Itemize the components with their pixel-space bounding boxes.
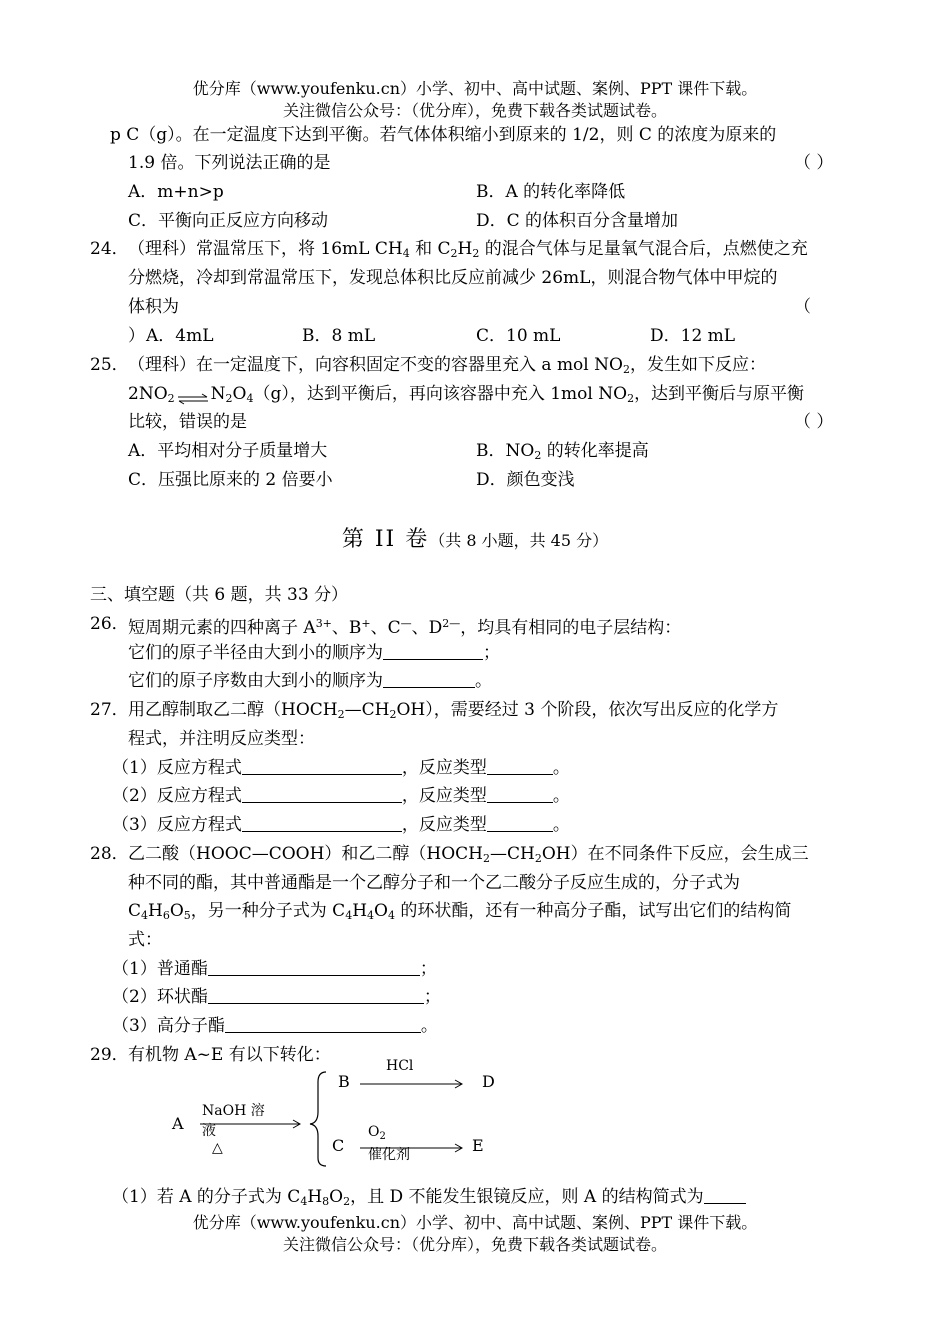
footer-line-1: 优分库（www.youfenku.cn）小学、初中、高中试题、案例、PPT 课件下载。 [192, 1213, 758, 1232]
q24-option-a: A．4mL [146, 326, 214, 346]
q27-number: 27． [90, 700, 129, 720]
q24-line-1: （理科）常温常压下，将 16mL $CH_4$ 和 $C_2H_2$ 的混合气体与足量氧气混合后，点燃使之充 [128, 239, 808, 260]
compound-a: A [172, 1114, 184, 1133]
hcl-label: HCl [386, 1058, 414, 1074]
section-3-heading: 三、填空题（共 6 题，共 33 分） [90, 585, 349, 605]
naoh-label: NaOH 溶 [202, 1103, 265, 1119]
q24-line-2: 分燃烧，冷却到常温常压下，发现总体积比反应前减少 26mL，则混合物气体中甲烷的 [128, 268, 778, 288]
q25-equation-line: $2NO_2$ $N_2O_4(g)$，达到平衡后，再向该容器中充入 1mol $NO_2$，达到平衡后与原平衡 [128, 384, 805, 405]
answer-blank[interactable] [487, 802, 553, 803]
compound-d: D [482, 1072, 495, 1091]
answer-blank[interactable] [242, 831, 402, 832]
answer-blank[interactable] [704, 1203, 746, 1204]
answer-blank[interactable] [487, 774, 553, 775]
q26-line-2: 它们的原子半径由大到小的顺序为 ； [128, 643, 500, 663]
q26-number: 26． [90, 614, 129, 634]
q27-item-3: （3）反应方程式 ，反应类型 。 [112, 815, 570, 835]
q28-line-3: $C_4H_6O_5$，另一种分子式为 $C_4H_4O_4$ 的环状酯，还有一种高分子酯，试写出它们的结构简 [128, 901, 792, 922]
q25-option-d: D．颜色变浅 [476, 470, 575, 490]
compound-e: E [472, 1136, 484, 1155]
q23-line-2: 1.9 倍。下列说法正确的是 [128, 153, 331, 173]
q23-option-c: C．平衡向正反应方向移动 [128, 211, 329, 231]
o2-label: $O_2$ [368, 1124, 386, 1142]
q28-number: 28． [90, 844, 129, 864]
q24-line-3: 体积为 [128, 297, 179, 317]
q24-paren-close: ） [128, 326, 145, 346]
q25-line-1: （理科）在一定温度下，向容积固定不变的容器里充入 a mol $NO_2$，发生如下反应： [128, 355, 766, 376]
q23-answer-paren: （ ） [794, 153, 834, 173]
header-line-2: 关注微信公众号：（优分库），免费下载各类试题试卷。 [282, 101, 667, 120]
q23-option-d: D．C 的体积百分含量增加 [476, 211, 679, 231]
q27-line-1: 用乙醇制取乙二醇$(HOCH_2—CH_2OH)$，需要经过 3 个阶段，依次写出反应的化学方 [128, 700, 779, 721]
reaction-scheme [160, 1060, 520, 1170]
q27-item-2: （2）反应方程式 ，反应类型 。 [112, 786, 570, 806]
compound-b: B [338, 1072, 350, 1091]
header-line-1: 优分库（www.youfenku.cn）小学、初中、高中试题、案例、PPT 课件下载。 [192, 79, 758, 98]
q29-number: 29． [90, 1045, 129, 1065]
compound-c: C [332, 1136, 345, 1155]
answer-blank[interactable] [208, 1003, 424, 1004]
answer-blank[interactable] [487, 831, 553, 832]
part-2-title: 第 II 卷（共 8 小题，共 45 分） [341, 527, 609, 552]
q26-line-3: 它们的原子序数由大到小的顺序为 。 [128, 671, 492, 691]
q23-line-1: p C（g）。在一定温度下达到平衡。若气体体积缩小到原来的 1/2，则 C 的浓度为原来的 [110, 125, 777, 145]
answer-blank[interactable] [383, 659, 483, 660]
q25-option-b: B．$NO_2$ 的转化率提高 [476, 441, 649, 462]
q27-line-2: 程式，并注明反应类型： [128, 729, 315, 749]
q28-item-1: （1）普通酯 ； [112, 959, 437, 979]
q24-option-d: D．12 mL [650, 326, 736, 346]
answer-blank[interactable] [383, 687, 475, 688]
q26-line-1: 短周期元素的四种离子 $A^{3+}$、B+、C—、$D^{2—}$，均具有相同的电子层结构： [128, 617, 682, 638]
q28-line-1: 乙二酸（HOOC—COOH）和乙二醇$(HOCH_2—CH_2OH)$在不同条件下反应，会生成三 [128, 844, 809, 865]
answer-blank[interactable] [242, 802, 402, 803]
q24-number: 24． [90, 239, 129, 259]
q29-sub-1: （1）若 A 的分子式为 $C_4H_8O_2$，且 D 不能发生银镜反应，则 A 的结构简式为 [112, 1186, 746, 1213]
q27-item-1: （1）反应方程式 ，反应类型 。 [112, 758, 570, 778]
q28-line-4: 式： [128, 930, 162, 950]
q29-line-1: 有机物 A~E 有以下转化： [128, 1045, 331, 1065]
footer-line-2: 关注微信公众号：（优分库），免费下载各类试题试卷。 [282, 1235, 667, 1254]
q25-option-a: A．平均相对分子质量增大 [128, 441, 328, 461]
answer-blank[interactable] [242, 774, 402, 775]
branch-brace [310, 1072, 326, 1166]
answer-blank[interactable] [208, 975, 420, 976]
q25-answer-paren: （ ） [794, 412, 834, 432]
q24-option-c: C．10 mL [476, 326, 561, 346]
q25-option-c: C．压强比原来的 2 倍要小 [128, 470, 333, 490]
equilibrium-arrow-icon [177, 389, 209, 401]
q25-number: 25． [90, 355, 129, 375]
answer-blank[interactable] [225, 1032, 421, 1033]
q24-paren-open: （ [794, 297, 811, 317]
heat-label: △ [212, 1140, 223, 1156]
q28-line-2: 种不同的酯，其中普通酯是一个乙醇分子和一个乙二酸分子反应生成的，分子式为 [128, 873, 740, 893]
q23-option-b: B．A 的转化率降低 [476, 182, 626, 202]
q24-option-b: B．8 mL [302, 326, 376, 346]
q23-option-a: A．m+n>p [128, 182, 224, 202]
q28-item-2: （2）环状酯 ； [112, 987, 441, 1007]
q28-item-3: （3）高分子酯 。 [112, 1016, 438, 1036]
q25-line-3: 比较，错误的是 [128, 412, 247, 432]
solution-label: 液 [202, 1123, 216, 1139]
catalyst-label: 催化剂 [368, 1147, 410, 1163]
